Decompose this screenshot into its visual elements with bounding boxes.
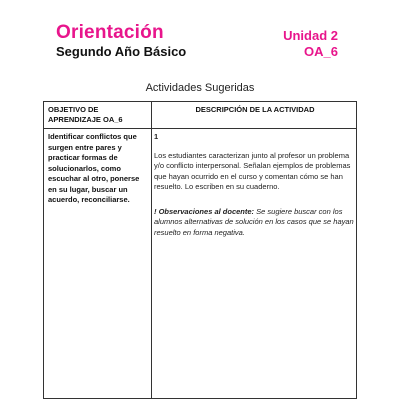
course-subtitle: Segundo Año Básico [56, 44, 187, 59]
section-heading: Actividades Sugeridas [145, 82, 255, 94]
table-column-divider [151, 102, 152, 398]
oa-code-label: OA_6 [304, 44, 338, 59]
observation-text: Se sugiere buscar con los alumnos alternativas de solución en los casos que se hayan resuelto en forma negativa. [154, 206, 354, 237]
activities-table [43, 101, 357, 399]
page-title: Orientación [56, 22, 164, 43]
activity-description-cell [154, 132, 354, 238]
activity-number: 1 [154, 132, 159, 141]
table-header-divider [44, 128, 356, 129]
learning-objective-text: Identificar conflictos que surgen entre pares y practicar formas de solucionarlos, como escuchar al otro, ponerse en su lugar, buscar un acuerdo, reconciliarse. [48, 132, 140, 204]
observation-label: ! Observaciones al docente: [154, 206, 255, 216]
activity-text: Los estudiantes caracterizan junto al profesor un problema y/o conflicto interpersonal. Señalan ejemplos de problemas que hayan ocurrido en el curso y comentan cómo se han resuelto. Lo escriben en su cuaderno. [154, 150, 351, 191]
objective-column-header: OBJETIVO DE APRENDIZAJE OA_6 [48, 105, 123, 124]
description-column-header: DESCRIPCIÓN DE LA ACTIVIDAD [195, 105, 315, 114]
teacher-observation [154, 207, 354, 239]
unit-label: Unidad 2 [283, 28, 338, 43]
